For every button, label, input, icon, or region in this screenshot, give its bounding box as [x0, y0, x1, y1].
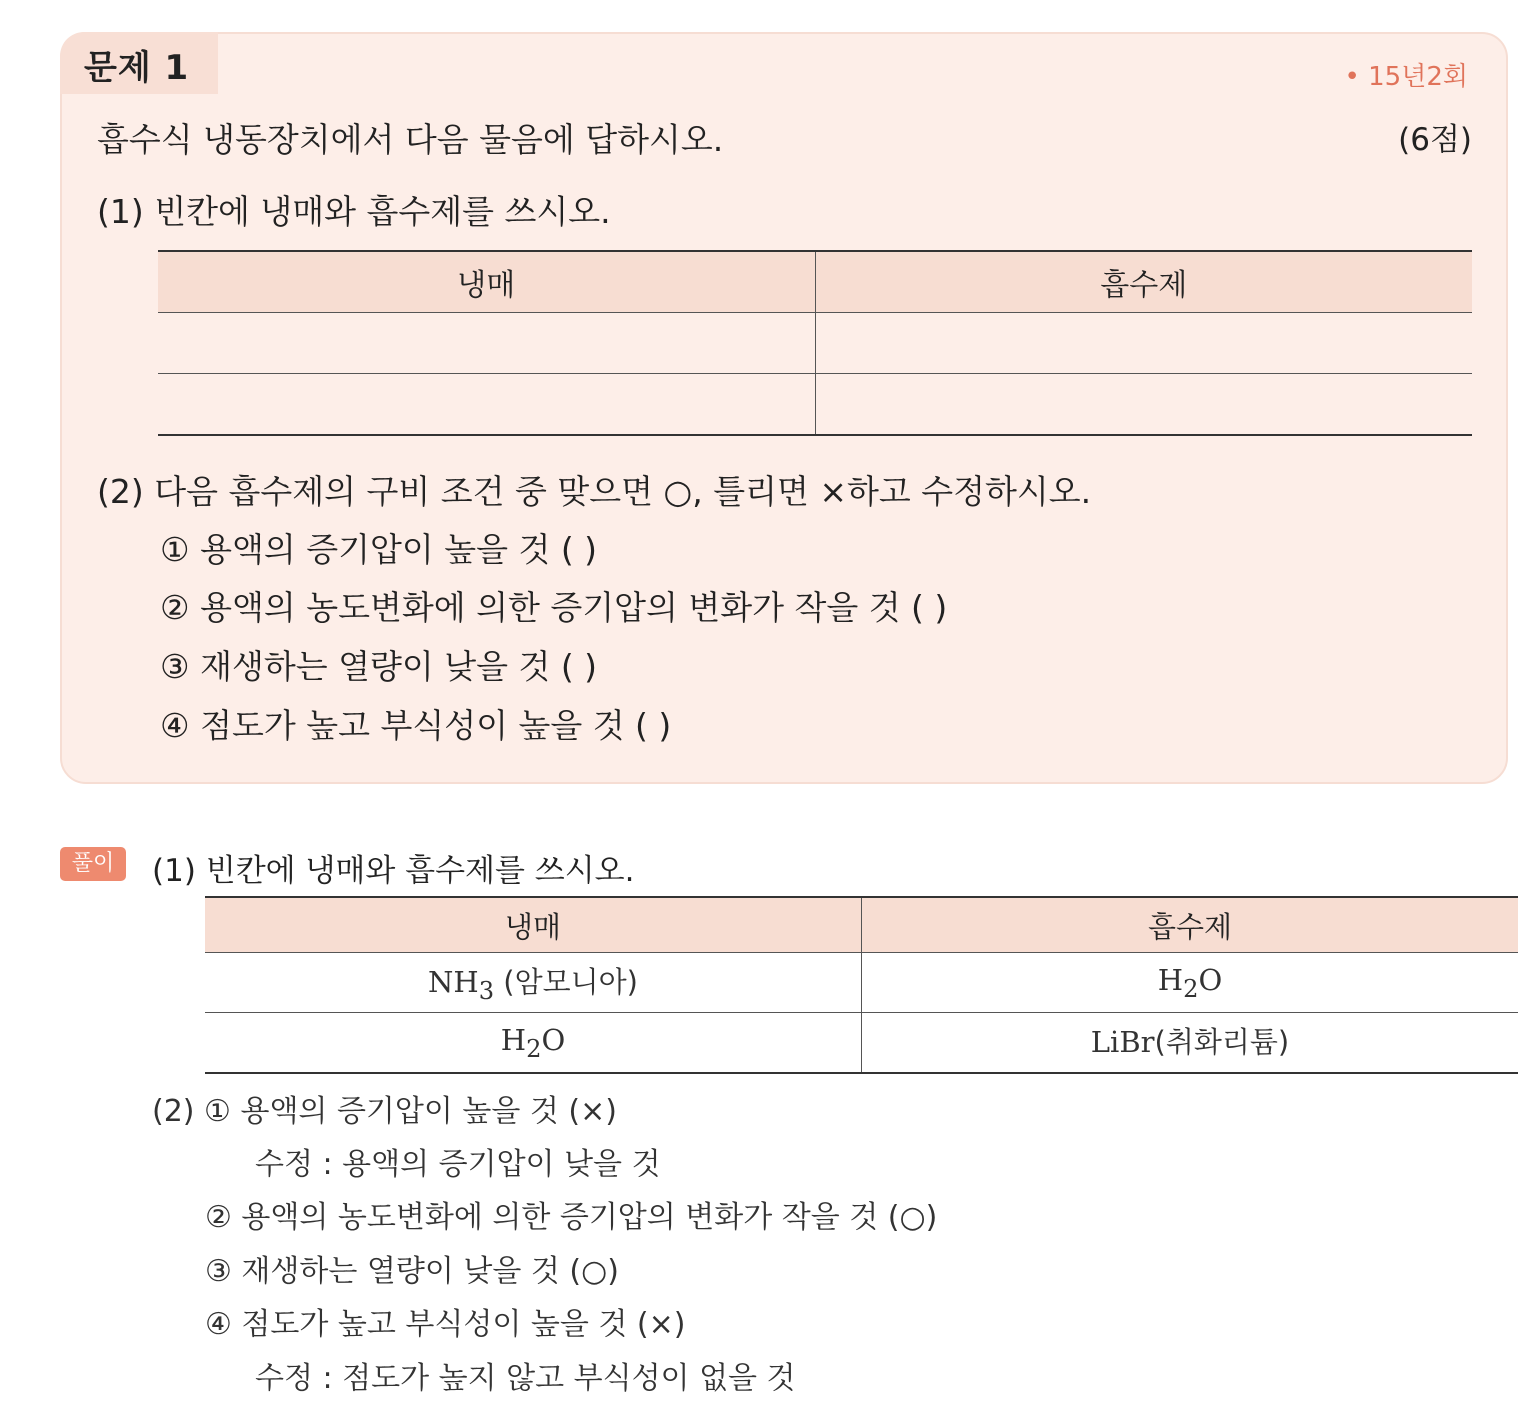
answer-line-3: ③ 재생하는 열량이 낮을 것 (○) [205, 1254, 619, 1289]
solution-badge: 풀이 [60, 847, 126, 881]
chem-subscript: 2 [526, 1034, 542, 1063]
blank-cell [158, 374, 815, 436]
answer-header-refrigerant: 냉매 [205, 897, 862, 953]
table-row [205, 1013, 1518, 1074]
answer-absorbent-2 [862, 1013, 1518, 1074]
answer-absorbent-1 [862, 953, 1518, 1013]
blank-cell [158, 313, 815, 374]
solution-part1: (1) 빈칸에 냉매와 흡수제를 쓰시오. [152, 853, 635, 889]
problem-points: (6점) [1398, 122, 1472, 158]
answer-line-1: (2) ① 용액의 증기압이 높을 것 (×) [152, 1094, 617, 1129]
chem-note: (암모니아) [494, 965, 638, 1000]
answer-line-2: ② 용액의 농도변화에 의한 증기압의 변화가 작을 것 (○) [205, 1200, 938, 1235]
problem-source: • 15년2회 [1344, 62, 1468, 92]
chem-note: (취화리튬) [1154, 1025, 1290, 1060]
problem-title: 문제 1 [84, 48, 190, 88]
blank-cell [815, 313, 1472, 374]
problem-item-4: ④ 점도가 높고 부식성이 높을 것 ( ) [160, 706, 672, 745]
blank-cell [815, 374, 1472, 436]
chem-formula-tail: O [1198, 962, 1223, 997]
chem-formula-tail: O [541, 1022, 566, 1057]
answer-correction-4: 수정 : 점도가 높지 않고 부식성이 없을 것 [255, 1361, 796, 1396]
problem-question: 흡수식 냉동장치에서 다음 물음에 답하시오. [97, 120, 724, 159]
answer-refrigerant-1 [205, 953, 862, 1013]
question-table-row [158, 374, 1472, 436]
answer-line-4: ④ 점도가 높고 부식성이 높을 것 (×) [205, 1307, 686, 1342]
chem-formula: NH [428, 965, 479, 1000]
chem-subscript: 2 [1183, 974, 1199, 1003]
answer-refrigerant-2 [205, 1013, 862, 1074]
question-table-row [158, 313, 1472, 374]
problem-item-3: ③ 재생하는 열량이 낮을 것 ( ) [160, 647, 598, 686]
answer-header-absorbent: 흡수제 [862, 897, 1518, 953]
question-header-refrigerant: 냉매 [158, 251, 815, 313]
answer-table-header [205, 897, 1518, 953]
question-header-absorbent: 흡수제 [815, 251, 1472, 313]
problem-part1: (1) 빈칸에 냉매와 흡수제를 쓰시오. [97, 192, 611, 231]
answer-table [205, 896, 1518, 1074]
chem-formula: H [500, 1022, 527, 1057]
chem-formula: LiBr [1090, 1025, 1155, 1060]
problem-part2: (2) 다음 흡수제의 구비 조건 중 맞으면 ○, 틀리면 ×하고 수정하시오. [97, 472, 1092, 511]
table-row [205, 953, 1518, 1013]
answer-correction-1: 수정 : 용액의 증기압이 낮을 것 [255, 1147, 661, 1182]
question-table [158, 250, 1472, 436]
problem-item-2: ② 용액의 농도변화에 의한 증기압의 변화가 작을 것 ( ) [160, 588, 948, 627]
question-table-header [158, 251, 1472, 313]
chem-formula: H [1157, 962, 1184, 997]
problem-item-1: ① 용액의 증기압이 높을 것 ( ) [160, 530, 598, 569]
chem-subscript: 3 [478, 976, 495, 1005]
